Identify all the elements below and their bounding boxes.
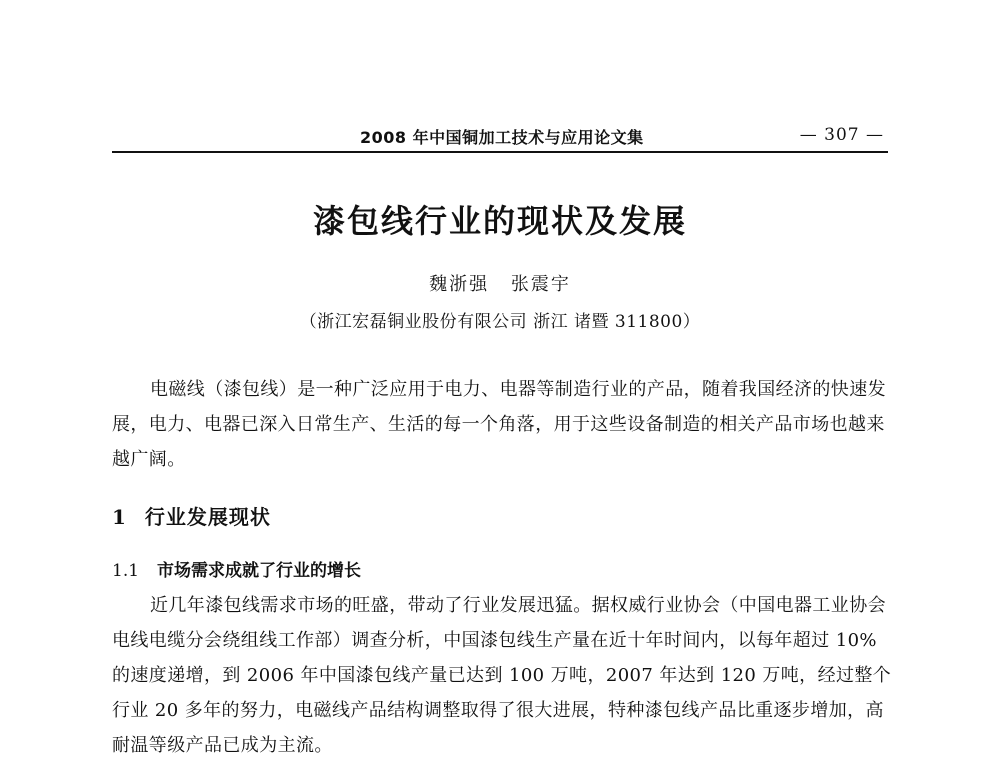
subsection-number: 1.1 (112, 561, 140, 581)
section-title: 行业发展现状 (144, 505, 271, 529)
header-rule (112, 151, 888, 153)
authors: 魏浙强 张震宇 (429, 274, 571, 295)
running-header (112, 122, 888, 150)
section-heading (112, 501, 271, 530)
subsection-heading (112, 556, 361, 581)
journal-title: 2008 年中国铜加工技术与应用论文集 (360, 128, 644, 147)
subsection-body (112, 588, 892, 763)
section-number: 1 (112, 505, 127, 529)
intro-paragraph (112, 372, 892, 477)
intro-text: 电磁线（漆包线）是一种广泛应用于电力、电器等制造行业的产品，随着我国经济的快速发展，电力、电器已深入日常生产、生活的每一个角落，用于这些设备制造的相关产品市场也越来越广阔。 (112, 379, 886, 470)
affiliation: （浙江宏磊铜业股份有限公司 浙江 诸暨 311800） (299, 312, 701, 332)
page-number: — 307 — (799, 125, 884, 145)
subsection-title: 市场需求成就了行业的增长 (157, 561, 362, 581)
article-title: 漆包线行业的现状及发展 (312, 202, 687, 240)
subsection-body-text: 近几年漆包线需求市场的旺盛，带动了行业发展迅猛。据权威行业协会（中国电器工业协会电线电缆分会绕组线工作部）调查分析，中国漆包线生产量在近十年时间内，以每年超过 10%的速度递增，到 2006 年中国漆包线产量已达到 100 万吨，2007 年达到 120 万吨，经过整个行业 20 多年的努力，电磁线产品结构调整取得了很大进展，特种漆包线产品比重逐步增加，高耐温等级产品已成为主流。 (112, 595, 892, 756)
